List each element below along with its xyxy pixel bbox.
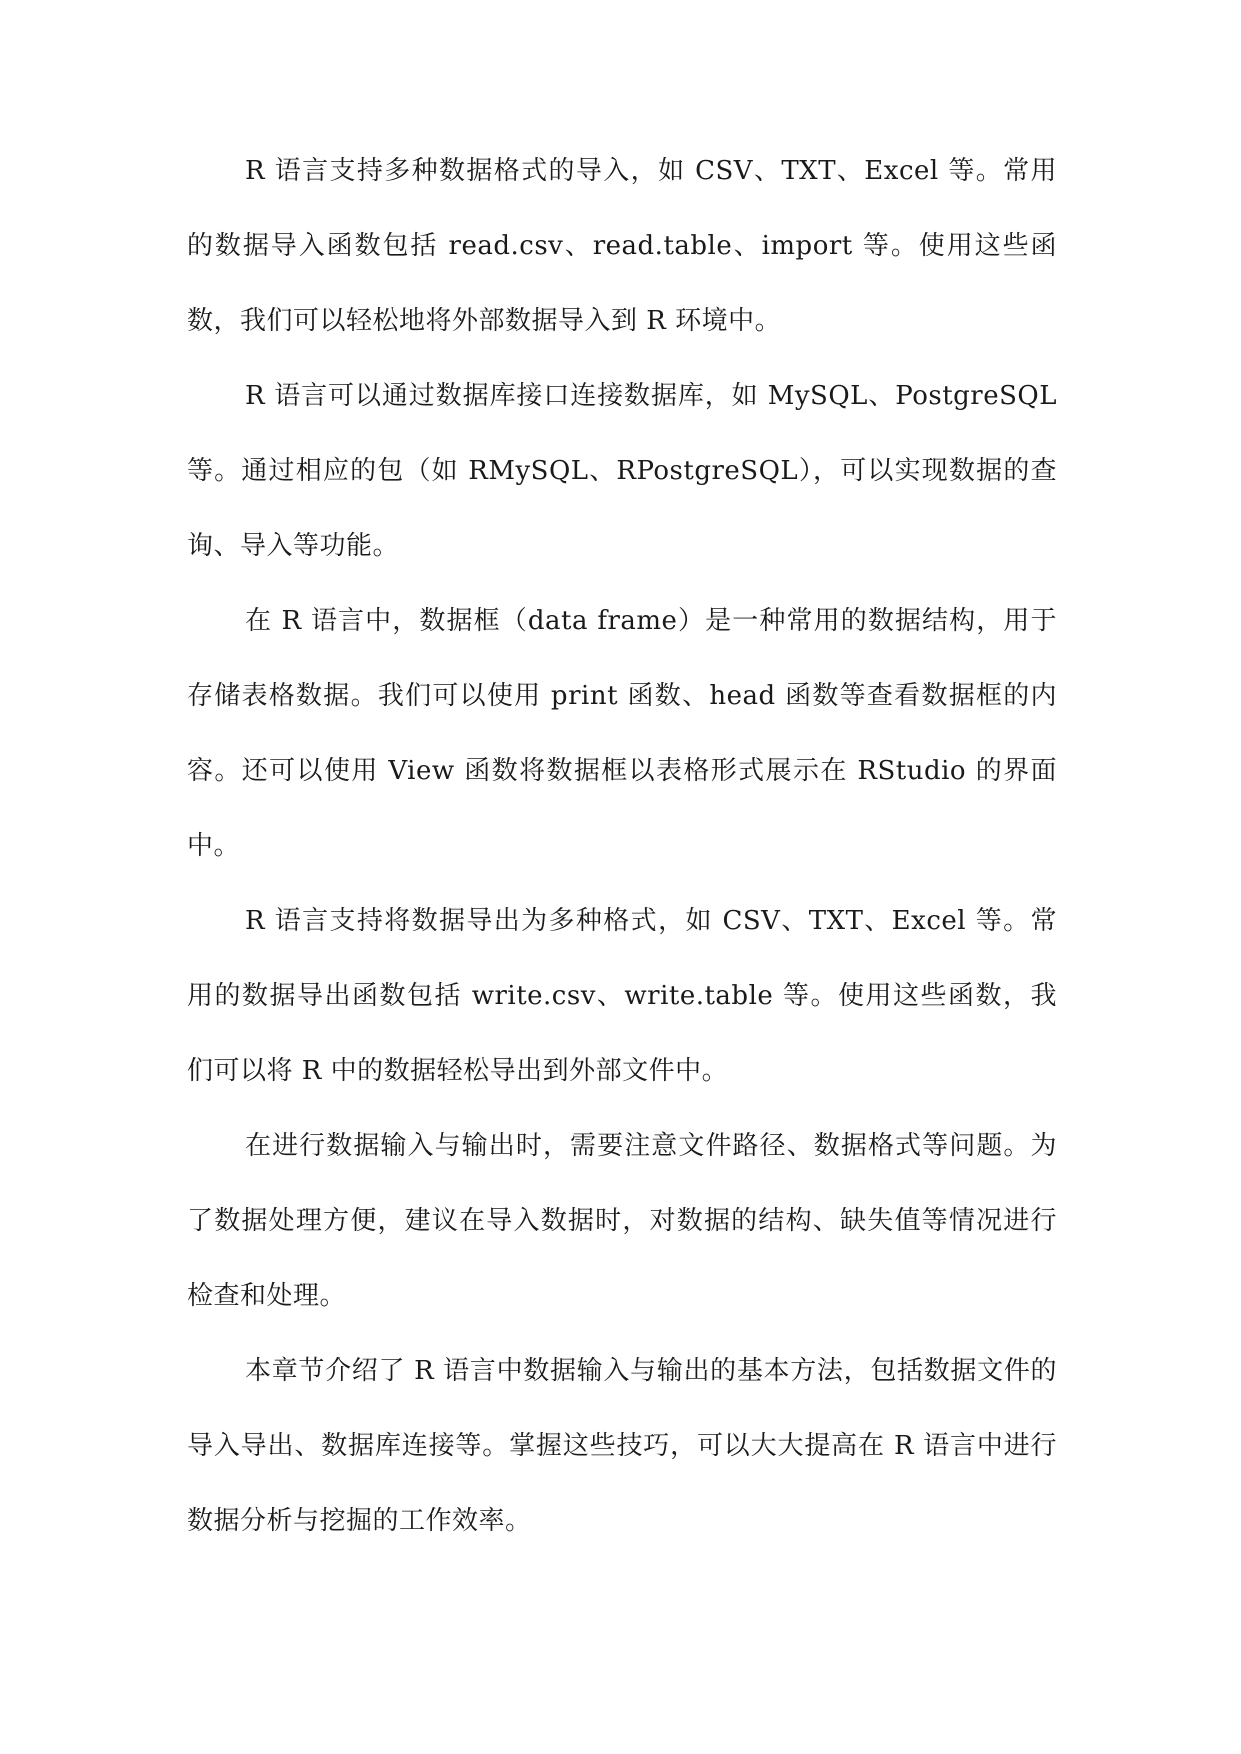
- paragraph-database-connection: R 语言可以通过数据库接口连接数据库，如 MySQL、PostgreSQL 等。通过相应的包（如 RMySQL、RPostgreSQL），可以实现数据的查询、导入等功能。: [187, 381, 1057, 561]
- paragraph-chapter-summary: 本章节介绍了 R 语言中数据输入与输出的基本方法，包括数据文件的导入导出、数据库连接等。掌握这些技巧，可以大大提高在 R 语言中进行数据分析与挖掘的工作效率。: [187, 1356, 1057, 1536]
- document-body: [187, 134, 1057, 1559]
- paragraph-data-export: R 语言支持将数据导出为多种格式，如 CSV、TXT、Excel 等。常用的数据导出函数包括 write.csv、write.table 等。使用这些函数，我们可以将 R 中的数据轻松导出到外部文件中。: [187, 906, 1057, 1086]
- paragraph-data-frame: 在 R 语言中，数据框（data frame）是一种常用的数据结构，用于存储表格数据。我们可以使用 print 函数、head 函数等查看数据框的内容。还可以使用 View 函数将数据框以表格形式展示在 RStudio 的界面中。: [187, 606, 1057, 861]
- paragraph-data-import: R 语言支持多种数据格式的导入，如 CSV、TXT、Excel 等。常用的数据导入函数包括 read.csv、read.table、import 等。使用这些函数，我们可以轻松地将外部数据导入到 R 环境中。: [187, 156, 1057, 336]
- paragraph-io-notes: 在进行数据输入与输出时，需要注意文件路径、数据格式等问题。为了数据处理方便，建议在导入数据时，对数据的结构、缺失值等情况进行检查和处理。: [187, 1131, 1057, 1311]
